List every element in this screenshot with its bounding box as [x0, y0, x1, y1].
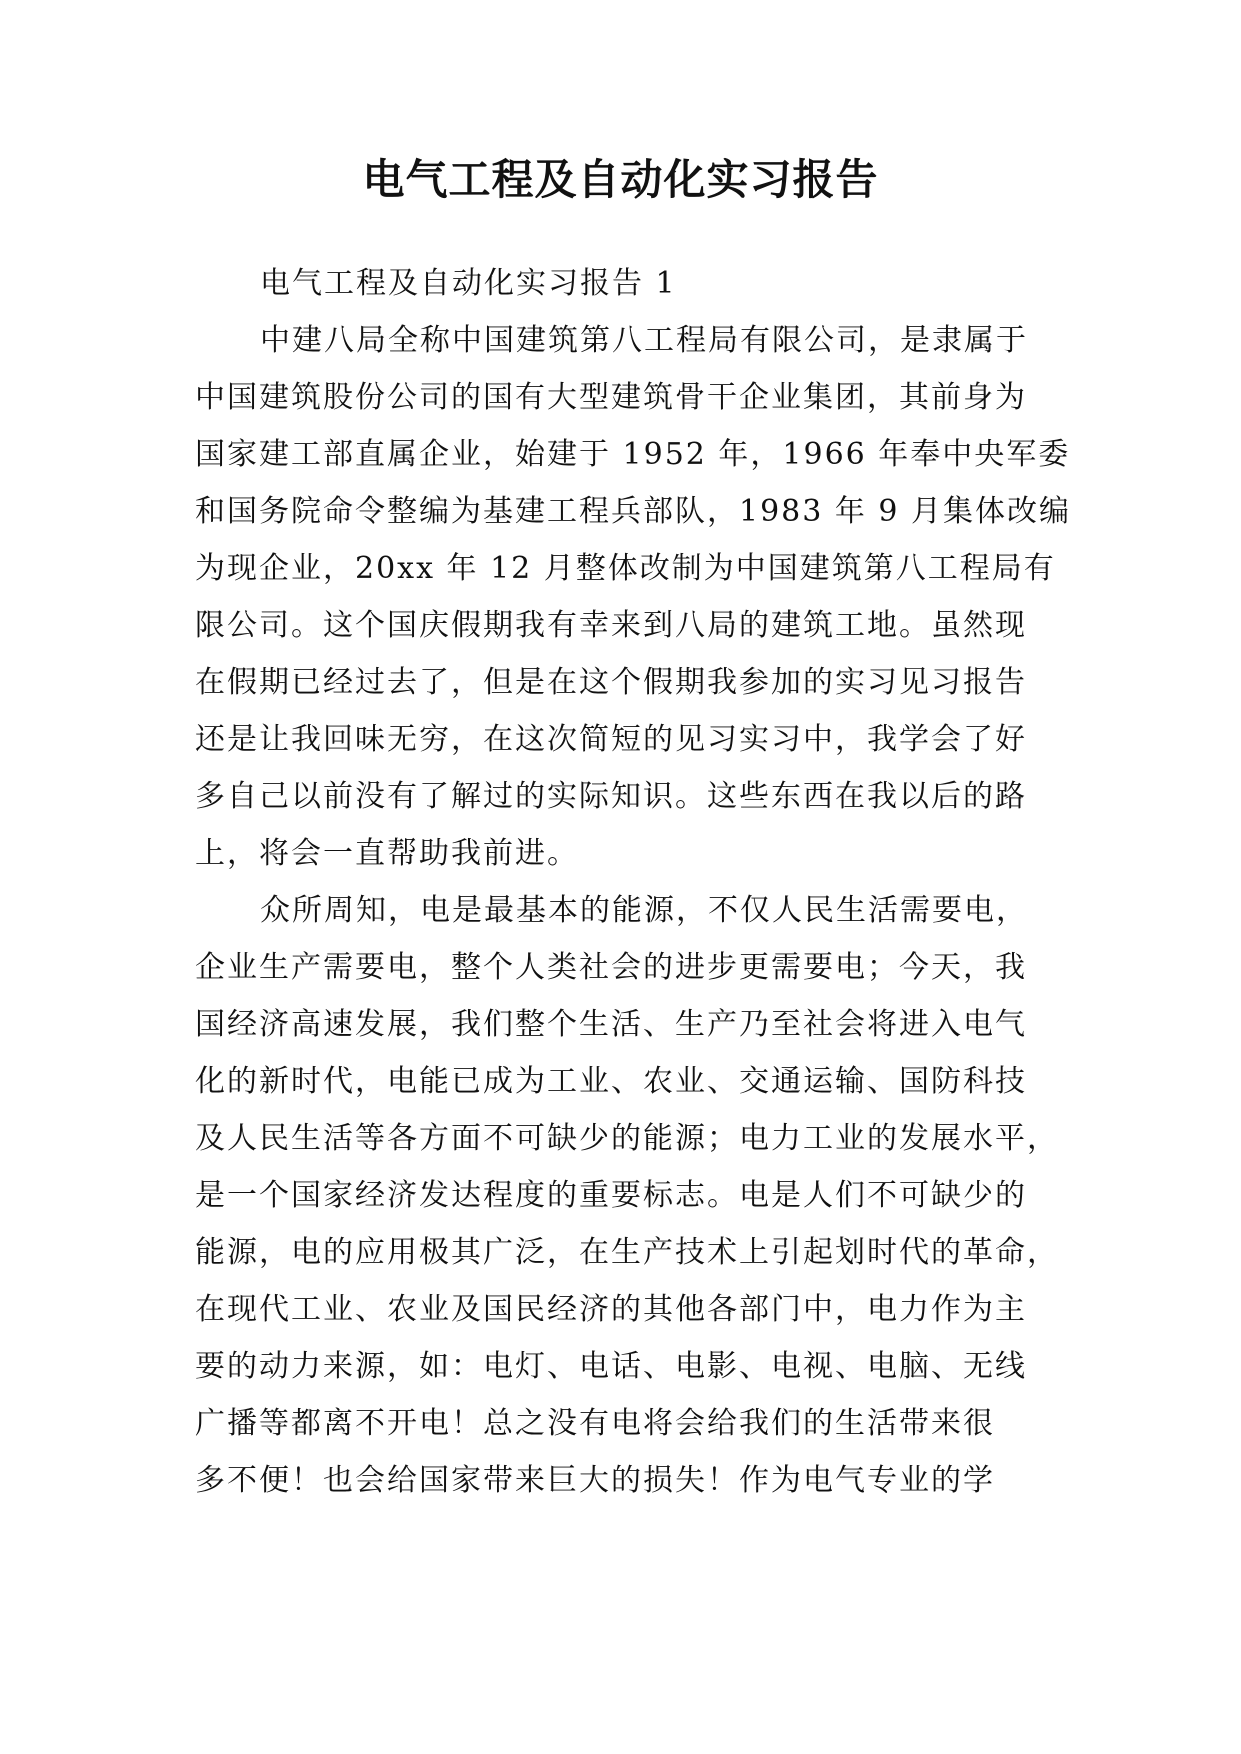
paragraph-line: 多不便！也会给国家带来巨大的损失！作为电气专业的学 — [195, 1463, 995, 1498]
paragraph-line: 企业生产需要电，整个人类社会的进步更需要电；今天，我 — [195, 950, 1027, 985]
paragraph-line: 众所周知，电是最基本的能源，不仅人民生活需要电， — [260, 893, 1028, 928]
document-body — [195, 255, 1072, 1509]
paragraph-line: 为现企业，20xx 年 12 月整体改制为中国建筑第八工程局有 — [195, 551, 1056, 586]
paragraph-line: 国经济高速发展，我们整个生活、生产乃至社会将进入电气 — [195, 1007, 1027, 1042]
paragraph-line: 限公司。这个国庆假期我有幸来到八局的建筑工地。虽然现 — [195, 608, 1027, 643]
paragraph-line: 要的动力来源，如：电灯、电话、电影、电视、电脑、无线 — [195, 1349, 1027, 1384]
paragraph-line: 和国务院命令整编为基建工程兵部队，1983 年 9 月集体改编 — [195, 494, 1072, 529]
paragraph-line: 能源，电的应用极其广泛，在生产技术上引起划时代的革命， — [195, 1235, 1059, 1270]
paragraph-line: 在假期已经过去了，但是在这个假期我参加的实习见习报告 — [195, 665, 1027, 700]
paragraph-line: 是一个国家经济发达程度的重要标志。电是人们不可缺少的 — [195, 1178, 1027, 1213]
paragraph-line: 在现代工业、农业及国民经济的其他各部门中，电力作为主 — [195, 1292, 1027, 1327]
paragraph-line: 及人民生活等各方面不可缺少的能源；电力工业的发展水平， — [195, 1121, 1059, 1156]
paragraph-line: 中国建筑股份公司的国有大型建筑骨干企业集团，其前身为 — [195, 380, 1027, 415]
paragraph-line: 广播等都离不开电！总之没有电将会给我们的生活带来很 — [195, 1406, 995, 1441]
section-heading: 电气工程及自动化实习报告 1 — [260, 266, 677, 301]
paragraph-line: 多自己以前没有了解过的实际知识。这些东西在我以后的路 — [195, 779, 1027, 814]
paragraph-line: 还是让我回味无穷，在这次简短的见习实习中，我学会了好 — [195, 722, 1027, 757]
document-title: 电气工程及自动化实习报告 — [362, 155, 879, 204]
paragraph-line: 化的新时代，电能已成为工业、农业、交通运输、国防科技 — [195, 1064, 1027, 1099]
paragraph-line: 上，将会一直帮助我前进。 — [195, 836, 579, 871]
paragraph-line: 中建八局全称中国建筑第八工程局有限公司，是隶属于 — [260, 323, 1028, 358]
paragraph-line: 国家建工部直属企业，始建于 1952 年，1966 年奉中央军委 — [195, 437, 1071, 472]
